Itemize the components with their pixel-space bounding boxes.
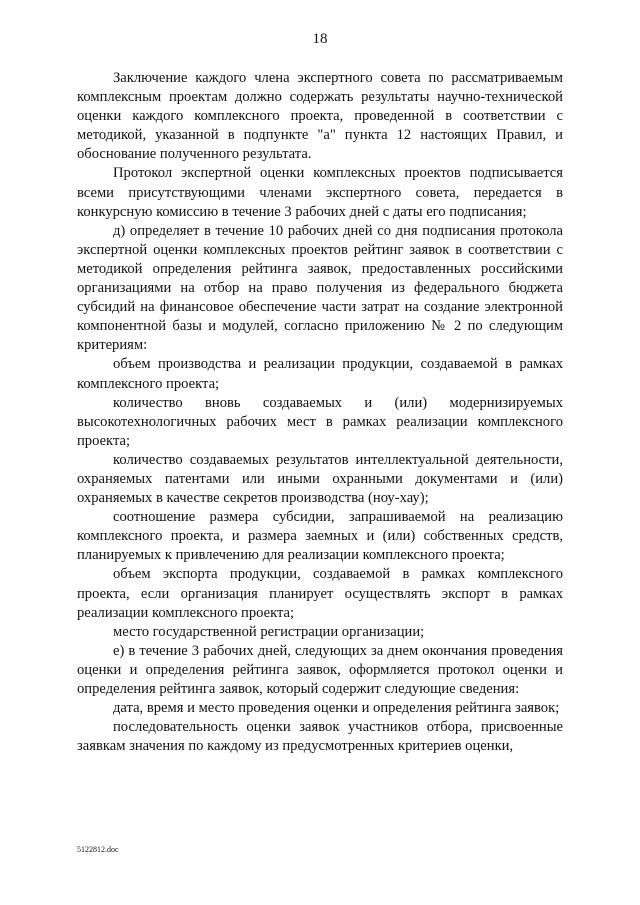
- paragraph-subitem-e: е) в течение 3 рабочих дней, следующих за днем окончания проведения оценки и определения рейтинга заявок, оформляется протокол оценки и определения рейтинга заявок, который содержит следующие сведения:: [77, 642, 563, 697]
- criterion-subsidy-ratio: соотношение размера субсидии, запрашиваемой на реализацию комплексного проекта, и размера заемных и (или) собственных средств, планируемых к привлечению для реализации комплексного проекта;: [77, 509, 563, 564]
- file-name-footer: 5122812.doc: [77, 845, 119, 854]
- criterion-export-volume: объем экспорта продукции, создаваемой в рамках комплексного проекта, если организация планирует осуществлять экспорт в рамках реализации комплексного проекта;: [77, 566, 563, 621]
- criterion-intellectual-property: количество создаваемых результатов интеллектуальной деятельности, охраняемых патентами или иными охранными документами и (или) охраняемых в качестве секретов производства (ноу-хау);: [77, 451, 563, 507]
- paragraph-expert-conclusion: Заключение каждого члена экспертного совета по рассматриваемым комплексным проектам должно содержать результаты научно-технической оценки каждого комплексного проекта, проведенной в соответствии с методикой, указанной в подпункте "а" пункта 12 настоящих Правил, и обоснование полученного результата.: [77, 70, 563, 163]
- criterion-workplaces: количество вновь создаваемых и (или) модернизируемых высокотехнологичных рабочих мест в рамках реализации комплексного проекта;: [77, 394, 563, 449]
- criterion-registration-place: место государственной регистрации организации;: [113, 623, 425, 640]
- page-number: 18: [312, 31, 328, 47]
- info-date-time-place: дата, время и место проведения оценки и определения рейтинга заявок;: [113, 700, 560, 717]
- info-evaluation-sequence: последовательность оценки заявок участников отбора, присвоенные заявкам значения по каждому из предусмотренных критериев оценки,: [77, 719, 563, 755]
- paragraph-protocol-signing: Протокол экспертной оценки комплексных проектов подписывается всеми присутствующими членами экспертного совета, передается в конкурсную комиссию в течение 3 рабочих дней с даты его подписания;: [77, 165, 563, 220]
- paragraph-subitem-d: д) определяет в течение 10 рабочих дней со дня подписания протокола экспертной оценки комплексных проектов рейтинг заявок в соответствии с методикой определения рейтинга заявок, предоставленных российскими организациями на отбор на право получения из федерального бюджета субсидий на финансовое обеспечение части затрат на создание электронной компонентной базы и модулей, согласно приложению № 2 по следующим критериям:: [77, 222, 563, 354]
- document-body: [77, 69, 563, 756]
- criterion-production-volume: объем производства и реализации продукции, создаваемой в рамках комплексного проекта;: [77, 356, 563, 392]
